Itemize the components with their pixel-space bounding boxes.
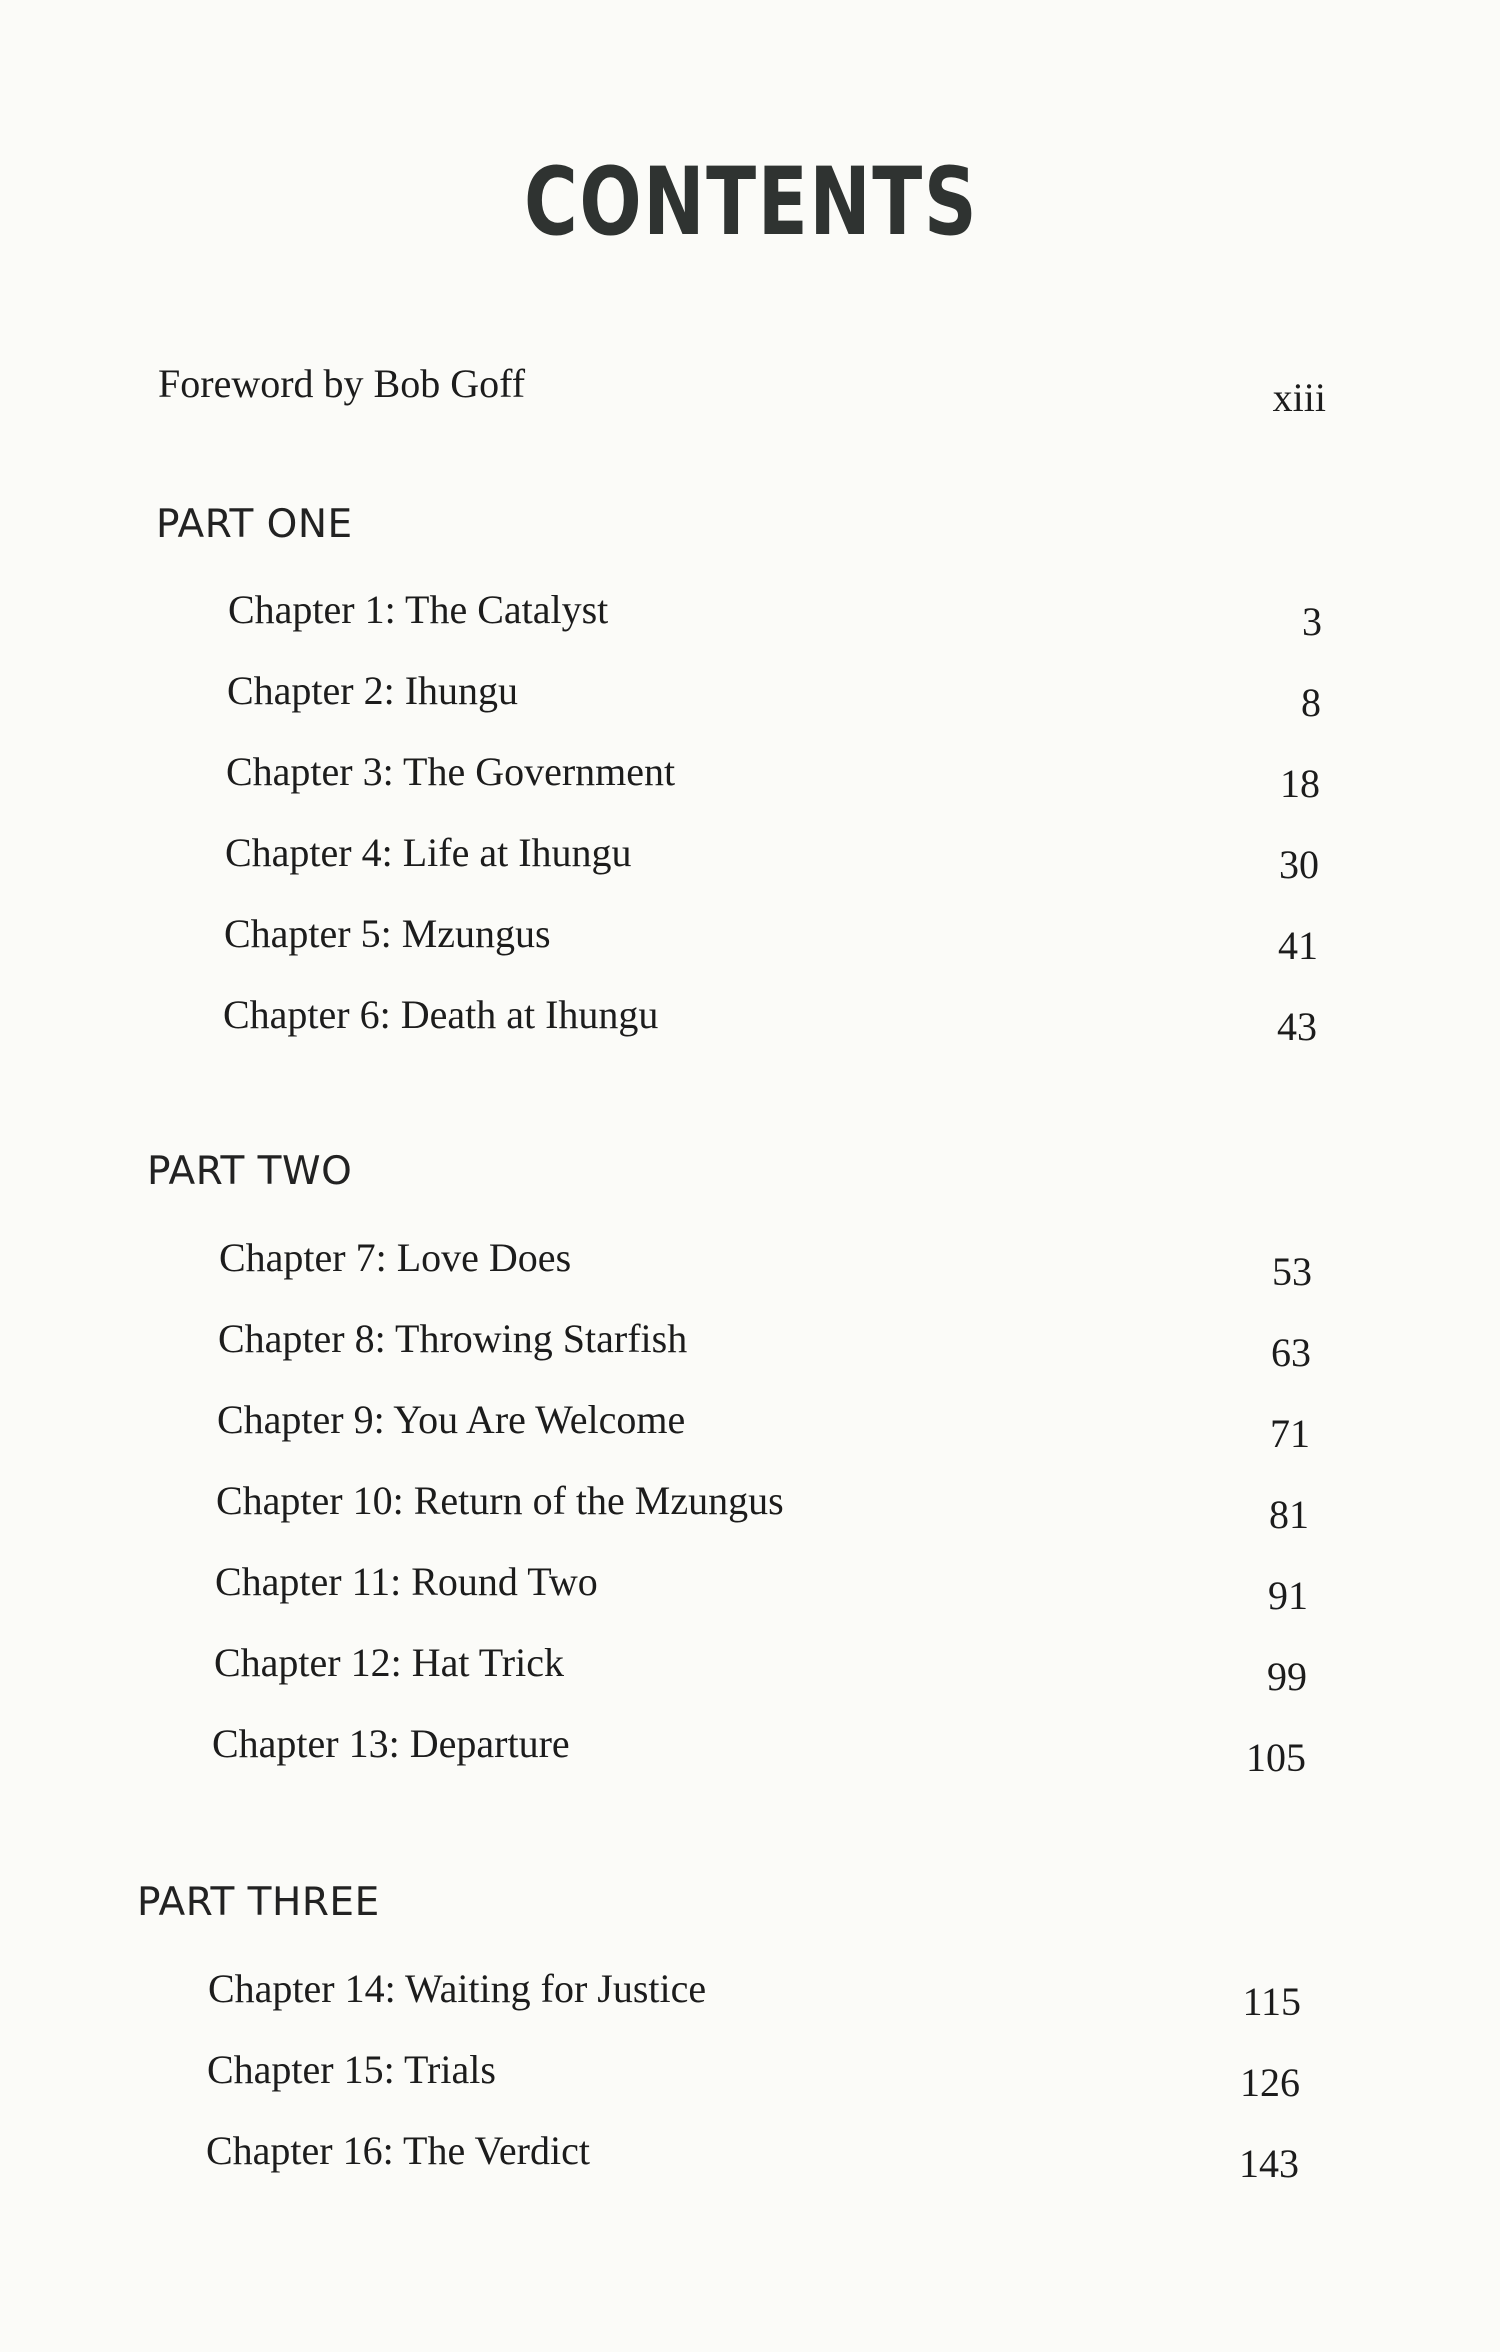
toc-page-number: 3 (1302, 599, 1322, 644)
part-heading: PART THREE (137, 1880, 380, 1925)
toc-page-number: 91 (1268, 1573, 1308, 1618)
toc-entry-chapter[interactable]: Chapter 14: Waiting for Justice (208, 1966, 707, 2011)
toc-entry-chapter[interactable]: Chapter 6: Death at Ihungu (223, 992, 659, 1037)
toc-page-number: 115 (1242, 1979, 1301, 2024)
toc-page-number: 43 (1277, 1004, 1317, 1049)
toc-page-number: 143 (1239, 2141, 1299, 2186)
toc-page-number: 63 (1271, 1330, 1311, 1375)
toc-page-number: 126 (1240, 2060, 1300, 2105)
toc-entry-chapter[interactable]: Chapter 16: The Verdict (206, 2128, 590, 2173)
toc-entry-chapter[interactable]: Chapter 9: You Are Welcome (217, 1397, 686, 1442)
toc-entry-foreword[interactable]: Foreword by Bob Goff (158, 361, 526, 406)
toc-page-number: 71 (1270, 1411, 1310, 1456)
toc-entry-chapter[interactable]: Chapter 5: Mzungus (224, 911, 551, 956)
toc-page-number: 81 (1269, 1492, 1309, 1537)
toc-entry-chapter[interactable]: Chapter 3: The Government (226, 749, 676, 794)
toc-entry-chapter[interactable]: Chapter 12: Hat Trick (214, 1640, 564, 1685)
toc-page-number: 30 (1279, 842, 1319, 887)
toc-entry-chapter[interactable]: Chapter 11: Round Two (215, 1559, 598, 1604)
toc-page-number: 8 (1301, 680, 1321, 725)
toc-page-number: 41 (1278, 923, 1318, 968)
toc-entry-chapter[interactable]: Chapter 10: Return of the Mzungus (216, 1478, 784, 1523)
toc-entry-chapter[interactable]: Chapter 7: Love Does (219, 1235, 572, 1280)
part-heading: PART ONE (156, 502, 353, 547)
toc-entry-chapter[interactable]: Chapter 8: Throwing Starfish (218, 1316, 688, 1361)
toc-entry-chapter[interactable]: Chapter 15: Trials (207, 2047, 496, 2092)
part-heading: PART TWO (147, 1149, 353, 1194)
toc-entry-chapter[interactable]: Chapter 13: Departure (212, 1721, 570, 1766)
toc-page-number: 53 (1272, 1249, 1312, 1294)
toc-entry-chapter[interactable]: Chapter 2: Ihungu (227, 668, 519, 713)
toc-entry-chapter[interactable]: Chapter 1: The Catalyst (228, 587, 609, 632)
toc-entry-chapter[interactable]: Chapter 4: Life at Ihungu (225, 830, 632, 875)
toc-page-number: 99 (1267, 1654, 1307, 1699)
toc-page-number: 105 (1246, 1735, 1306, 1780)
toc-page-number: 18 (1280, 761, 1320, 806)
page-title: CONTENTS (523, 148, 979, 257)
toc-page-number: xiii (1272, 375, 1326, 420)
